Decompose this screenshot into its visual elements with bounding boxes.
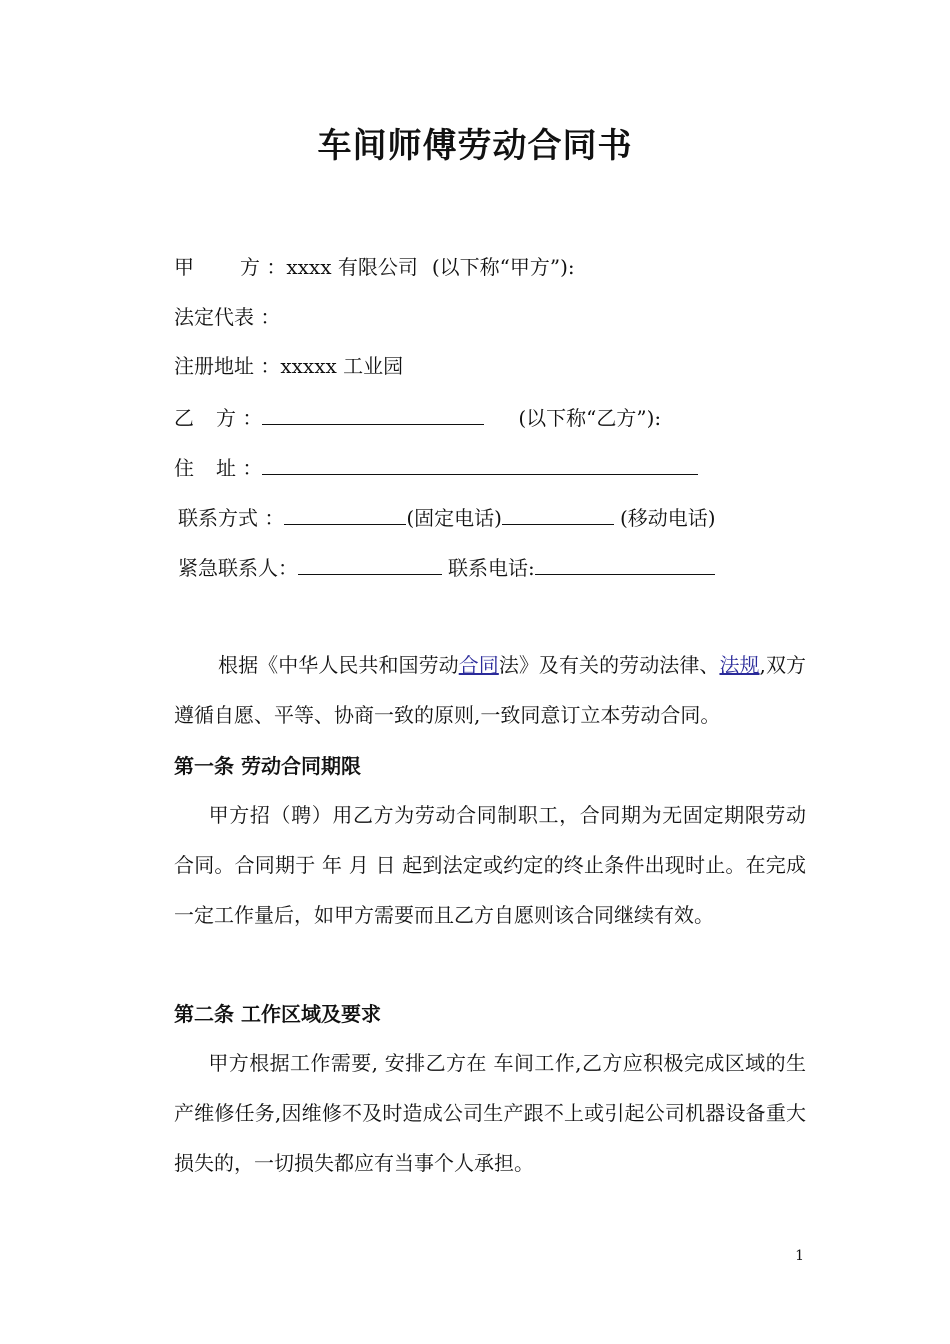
fixed-phone-label: (固定电话): [406, 506, 502, 530]
section-1-heading: 第一条 劳动合同期限: [174, 754, 361, 778]
section-1-text: 甲方招（聘）用乙方为劳动合同制职工，合同期为无固定期限劳动合同。合同期于 年 月 日 起到法定或约定的终止条件出现时止。在完成一定工作量后，如甲方需要而且乙方自愿则该合同继续有效。: [174, 803, 806, 927]
colon: ：: [260, 305, 281, 329]
emergency-label: 紧急联系人：: [178, 556, 298, 580]
section-2-heading: 第二条 工作区域及要求: [174, 1002, 381, 1026]
reg-address-line: [174, 352, 403, 380]
address-label-1: 住: [174, 456, 194, 480]
section-1-body: [174, 790, 806, 940]
legal-rep-label: 法定代表: [174, 305, 254, 329]
section-2-text: 甲方根据工作需要, 安排乙方在 车间工作,乙方应积极完成区域的生产维修任务,因维修不及时造成公司生产跟不上或引起公司机器设备重大损失的，一切损失都应有当事个人承担。: [174, 1051, 806, 1175]
colon: ：: [260, 354, 281, 378]
party-a-label-1: 甲: [174, 255, 194, 279]
mobile-phone-blank[interactable]: [502, 502, 614, 525]
intro-text-2: 法》及有关的劳动法律、: [498, 653, 720, 677]
colon: ：: [266, 255, 287, 279]
party-b-blank[interactable]: [262, 402, 484, 425]
intro-paragraph: [174, 640, 806, 740]
party-a-note: (以下称“甲方”):: [431, 255, 575, 279]
address-label-2: 址: [216, 456, 236, 480]
emergency-contact-blank[interactable]: [298, 552, 442, 575]
party-b-note: (以下称“乙方”):: [518, 406, 662, 430]
reg-address-label: 注册地址: [174, 354, 254, 378]
regulations-link[interactable]: 法规: [719, 653, 760, 677]
party-b-label-1: 乙: [174, 406, 194, 430]
colon: ：: [242, 406, 263, 430]
contract-law-link[interactable]: 合同: [458, 653, 499, 677]
emergency-line: [178, 552, 715, 582]
page-number: 1: [795, 1248, 804, 1264]
party-a-value: xxxx 有限公司: [286, 255, 418, 279]
emergency-phone-blank[interactable]: [535, 552, 715, 575]
party-b-line: [174, 402, 661, 432]
intro-text-3: ,双方遵循自愿、平等、协商一致的原则,一致同意订立本劳动合同。: [174, 653, 807, 727]
fixed-phone-blank[interactable]: [284, 502, 406, 525]
party-b-label-2: 方: [216, 406, 236, 430]
reg-address-value: xxxxx 工业园: [280, 354, 404, 378]
colon: ：: [242, 456, 263, 480]
legal-rep-line: [174, 303, 280, 331]
document-title: 车间师傅劳动合同书: [317, 126, 633, 166]
party-a-line: [174, 253, 575, 281]
address-blank[interactable]: [262, 452, 698, 475]
intro-text-1: 根据《中华人民共和国劳动: [218, 653, 459, 677]
colon: ：: [264, 506, 285, 530]
address-line: [174, 452, 698, 482]
contact-line: [178, 502, 716, 532]
mobile-phone-label: (移动电话): [619, 506, 716, 530]
section-2-body: [174, 1038, 806, 1188]
party-a-label-2: 方: [240, 255, 260, 279]
emergency-phone-label: 联系电话:: [448, 556, 535, 580]
contact-label: 联系方式: [178, 506, 258, 530]
